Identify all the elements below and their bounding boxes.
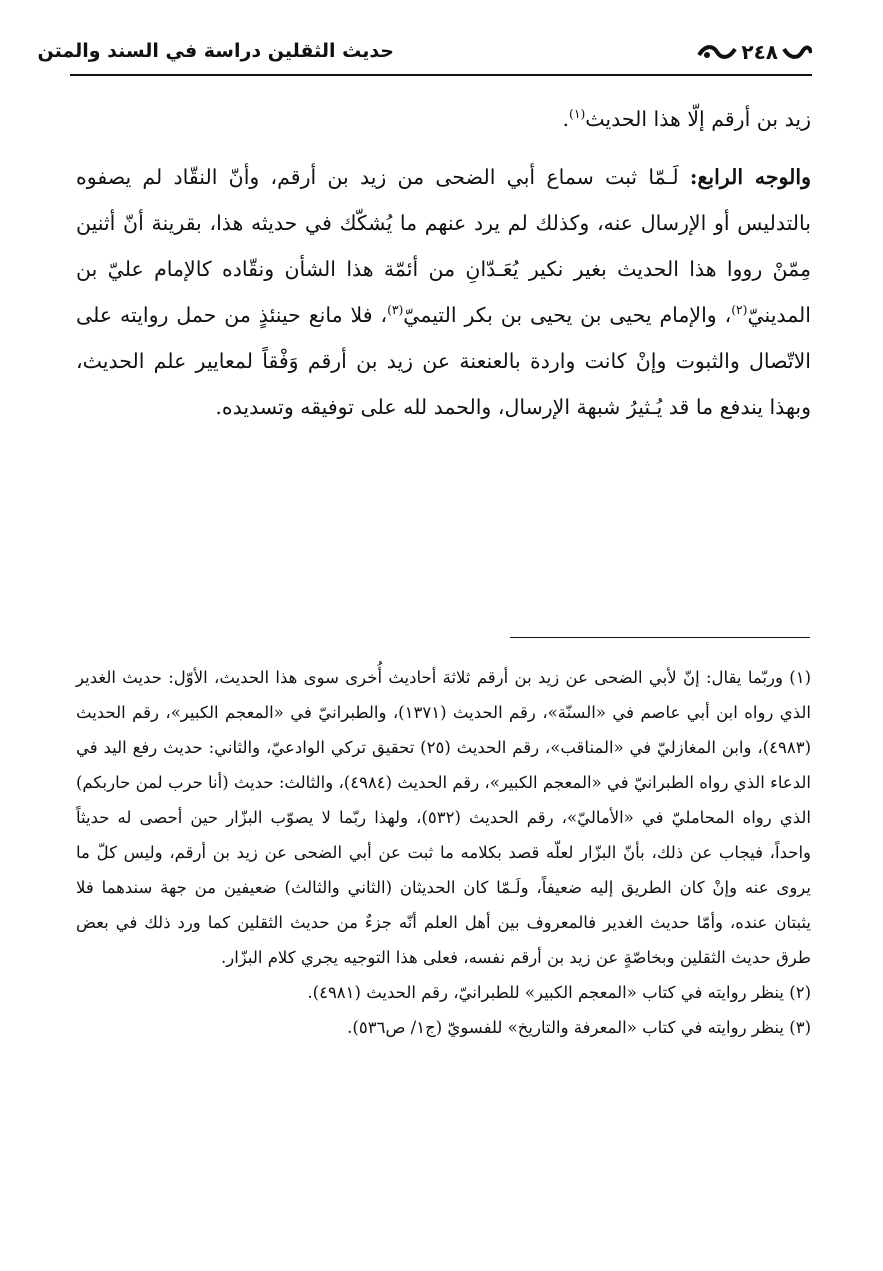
paragraph-lead: والوجه الرابع: [689,165,811,189]
page-number: ٢٤٨ [741,40,778,64]
continuation-line: زيد بن أرقم إلّا هذا الحديث$^{(١)}$. [562,107,811,131]
footnote-ref-3: (٣) [387,303,404,318]
page-number-ornament [697,34,812,70]
footnote-ref-1: (١) [569,107,586,122]
footnote-ref-2: (٢) [731,303,748,318]
footnote-2: (٢) ينظر روايته في كتاب «المعجم الكبير» للطبرانيّ، رقم الحديث (٤٩٨١). [307,983,811,1002]
footnote-3: (٣) ينظر روايته في كتاب «المعرفة والتاريخ» للفسويّ (ج١/ ص٥٣٦). [347,1018,811,1037]
running-title: حديث الثقلين دراسة في السند والمتن [37,40,394,62]
header-divider [70,74,812,76]
footnote-1: (١) وربّما يقال: إنّ لأبي الضحى عن زيد بن أرقم ثلاثة أحاديث أُخرى سوى هذا الحديث، الأوّل: حديث الغدير الذي رواه ابن أبي عاصم في «السنّة»، رقم الحديث (١٣٧١)، والطبرانيّ في «المعجم الكبير»، رقم الحديث (٤٩٨٣)، وابن المغازليّ في «المناقب»، رقم الحديث (٢٥) تحقيق تركي الوادعيّ، والثاني: حديث رفع اليد في الدعاء الذي رواه الطبرانيّ في «المعجم الكبير»، رقم الحديث (٤٩٨٤)، والثالث: حديث (أنا حرب لمن حاربكم) الذي رواه المحامليّ في «الأماليّ»، رقم الحديث (٥٣٢)، ولهذا ربّما لا يصوّب البزّار حين أحصى له حديثاً واحداً، فيجاب عن ذلك، بأنّ البزّار لعلّه قصد بكلامه ما ثبت عن أبي الضحى عن زيد بن أرقم، وليس كلّ ما يروى عنه وإنْ كان الطريق إليه ضعيفاً، ولَـمّا كان الحديثان (الثاني والثالث) ضعيفين من جهة سندهما فلا يثبتان عنده، وأمّا حديث الغدير فالمعروف بين أهل العلم أنّه جزءٌ من حديث الثقلين كما ورد ذلك في بعض طرق حديث الثقلين وبخاصّةٍ عن زيد بن أرقم نفسه، فعلى هذا التوجيه يجري كلام البزّار. [76,668,812,967]
main-text [76,96,811,430]
footnotes [76,660,811,1045]
left-flourish-icon [697,43,737,61]
fourth-aspect-paragraph: والوجه الرابع: لَـمّا ثبت سماع أبي الضحى من زيد بن أرقم، وأنّ النقّاد لم يصفوه بالتدليس أو الإرسال عنه، وكذلك لم يرد عنهم ما يُشكّك في حديثه هذا، بقرينة أنّ أثنين مِمّنْ رووا هذا الحديث بغير نكير يُعَـدّانِ من أئمّة هذا الشأن ونقّاده كالإمام عليّ بن المدينيّ$^{(٢)}$، والإمام يحيى بن يحيى بن بكر التيميّ$^{(٣)}$، فلا مانع حينئذٍ من حمل روايته على الاتّصال والثبوت وإنْ كانت واردة بالعنعنة عن زيد بن أرقم وَفْقاً لمعايير علم الحديث، وبهذا يندفع ما قد يُـثيرُ شبهة الإرسال، والحمد لله على توفيقه وتسديده. [76,165,811,419]
page-header [37,34,812,74]
footnote-separator [510,637,810,638]
right-flourish-icon [782,43,812,61]
